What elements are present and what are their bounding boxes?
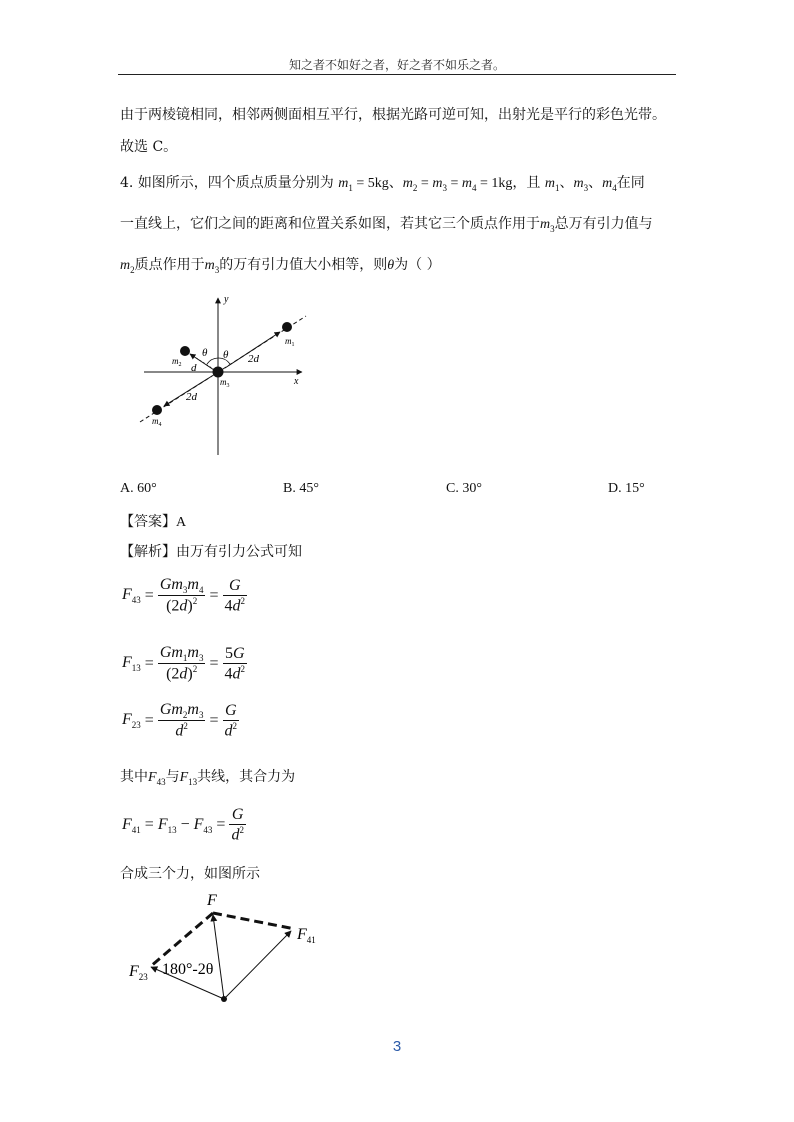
option-d: D. 15° [608,481,645,496]
label-2d-lower: 2d [186,391,197,403]
equation-f43: $F_{43}$ = $\frac{Gm_3m_4}{(2d)^2}$ = $\frac{G}{4d^2}$ [122,576,246,615]
label-m4: $m_4$ [152,416,162,428]
answer-line [120,511,186,531]
m1-value: 5kg [367,176,389,191]
question-text-2a: 一直线上，它们之间的距离和位置关系如图，若其它三个质点作用于 [120,216,540,232]
y-axis-label: y [224,294,229,305]
collinear-text-a: 其中 [120,769,148,785]
equation-f13: $F_{13}$ = $\frac{Gm_1m_3}{(2d)^2}$ = $\frac{5G}{4d^2}$ [122,644,246,683]
collinear-text-b: 与 [165,769,180,785]
label-m1: $m_1$ [285,336,295,348]
question-line-2: 一直线上，它们之间的距离和位置关系如图，若其它三个质点作用于$m_3$总万有引力值与 [120,216,653,234]
theta-arc-left [207,358,218,364]
dashed-parallel-f41 [151,913,213,966]
prev-solution-line-2: 故选 C。 [120,139,178,155]
resultant-f-arrow [213,915,224,999]
theta-right: θ [223,349,229,361]
equation-f23: $F_{23}$ = $\frac{Gm_2m_3}{d^2}$ = $\frac{G}{d^2}$ [122,701,238,740]
collinear-line: 其中$F_{43}$与$F_{13}$共线，其合力为 [120,769,296,787]
analysis-text: 由万有引力公式可知 [176,544,302,560]
f41-arrow [224,931,291,999]
question-text-1c: 在同 [616,175,645,191]
label-f23: $F_{23}$ [129,963,148,982]
x-axis-label: x [294,376,299,387]
prev-solution-line-1: 由于两棱镜相同，相邻两侧面相互平行，根据光路可逆可知，出射光是平行的彩色光带。 [120,107,666,123]
label-2d-upper: 2d [248,353,259,365]
option-a: A. 60° [120,481,157,496]
mass-m2 [180,346,190,356]
question-text-1b: ，且 [512,175,541,191]
mass-position-figure [130,290,320,460]
page-number: 3 [392,1038,402,1055]
answer-value: A [176,515,187,530]
equation-f41: $F_{41}$ = $F_{13}$ − $F_{43}$ = $\frac{G}{d^2}$ [122,806,244,844]
theta-left: θ [202,347,208,359]
option-b: B. 45° [283,481,319,496]
question-text-3b: 的万有引力值大小相等，则 [219,257,388,273]
header-rule [118,74,676,75]
question-text-3a: 质点作用于 [134,257,205,273]
compose-line: 合成三个力，如图所示 [120,866,260,882]
analysis-label: 【解析】 [120,544,176,560]
label-m2: $m_2$ [172,356,182,368]
label-f41: $F_{41}$ [297,926,316,945]
question-number: 4. [120,175,134,191]
label-d: d [191,362,197,374]
angle-label: 180°-2θ [162,961,214,978]
page-header: 知之者不如好之者，好之者不如乐之者。 [288,58,505,72]
analysis-line [120,541,302,561]
question-line-3: $m_2$质点作用于$m_3$的万有引力值大小相等，则θ为（ ） [120,257,441,275]
question-text-1a: 如图所示，四个质点质量分别为 [137,175,334,191]
mass-m4 [152,405,162,415]
answer-label: 【答案】 [120,514,176,530]
dashed-parallel-f23 [213,913,295,929]
collinear-text-c: 共线，其合力为 [197,769,296,785]
m234-value: 1kg [491,176,513,191]
option-c: C. 30° [446,481,482,496]
force-composition-figure [125,888,335,1008]
diagonal-dashed-line [140,316,306,422]
mass-m1 [282,322,292,332]
label-m3: $m_3$ [220,377,230,389]
question-line-1: 4. 如图所示，四个质点质量分别为 $m_1 = 5kg$、$m_2 = m_3 = m_4 = 1kg$，且 $m_1$、$m_3$、$m_4$在同 [120,175,645,193]
origin-point [221,996,227,1002]
label-f: F [207,892,217,909]
mass-m3 [213,367,224,378]
question-text-3c: 为（ ） [394,257,441,273]
question-text-2b: 总万有引力值与 [554,216,653,232]
